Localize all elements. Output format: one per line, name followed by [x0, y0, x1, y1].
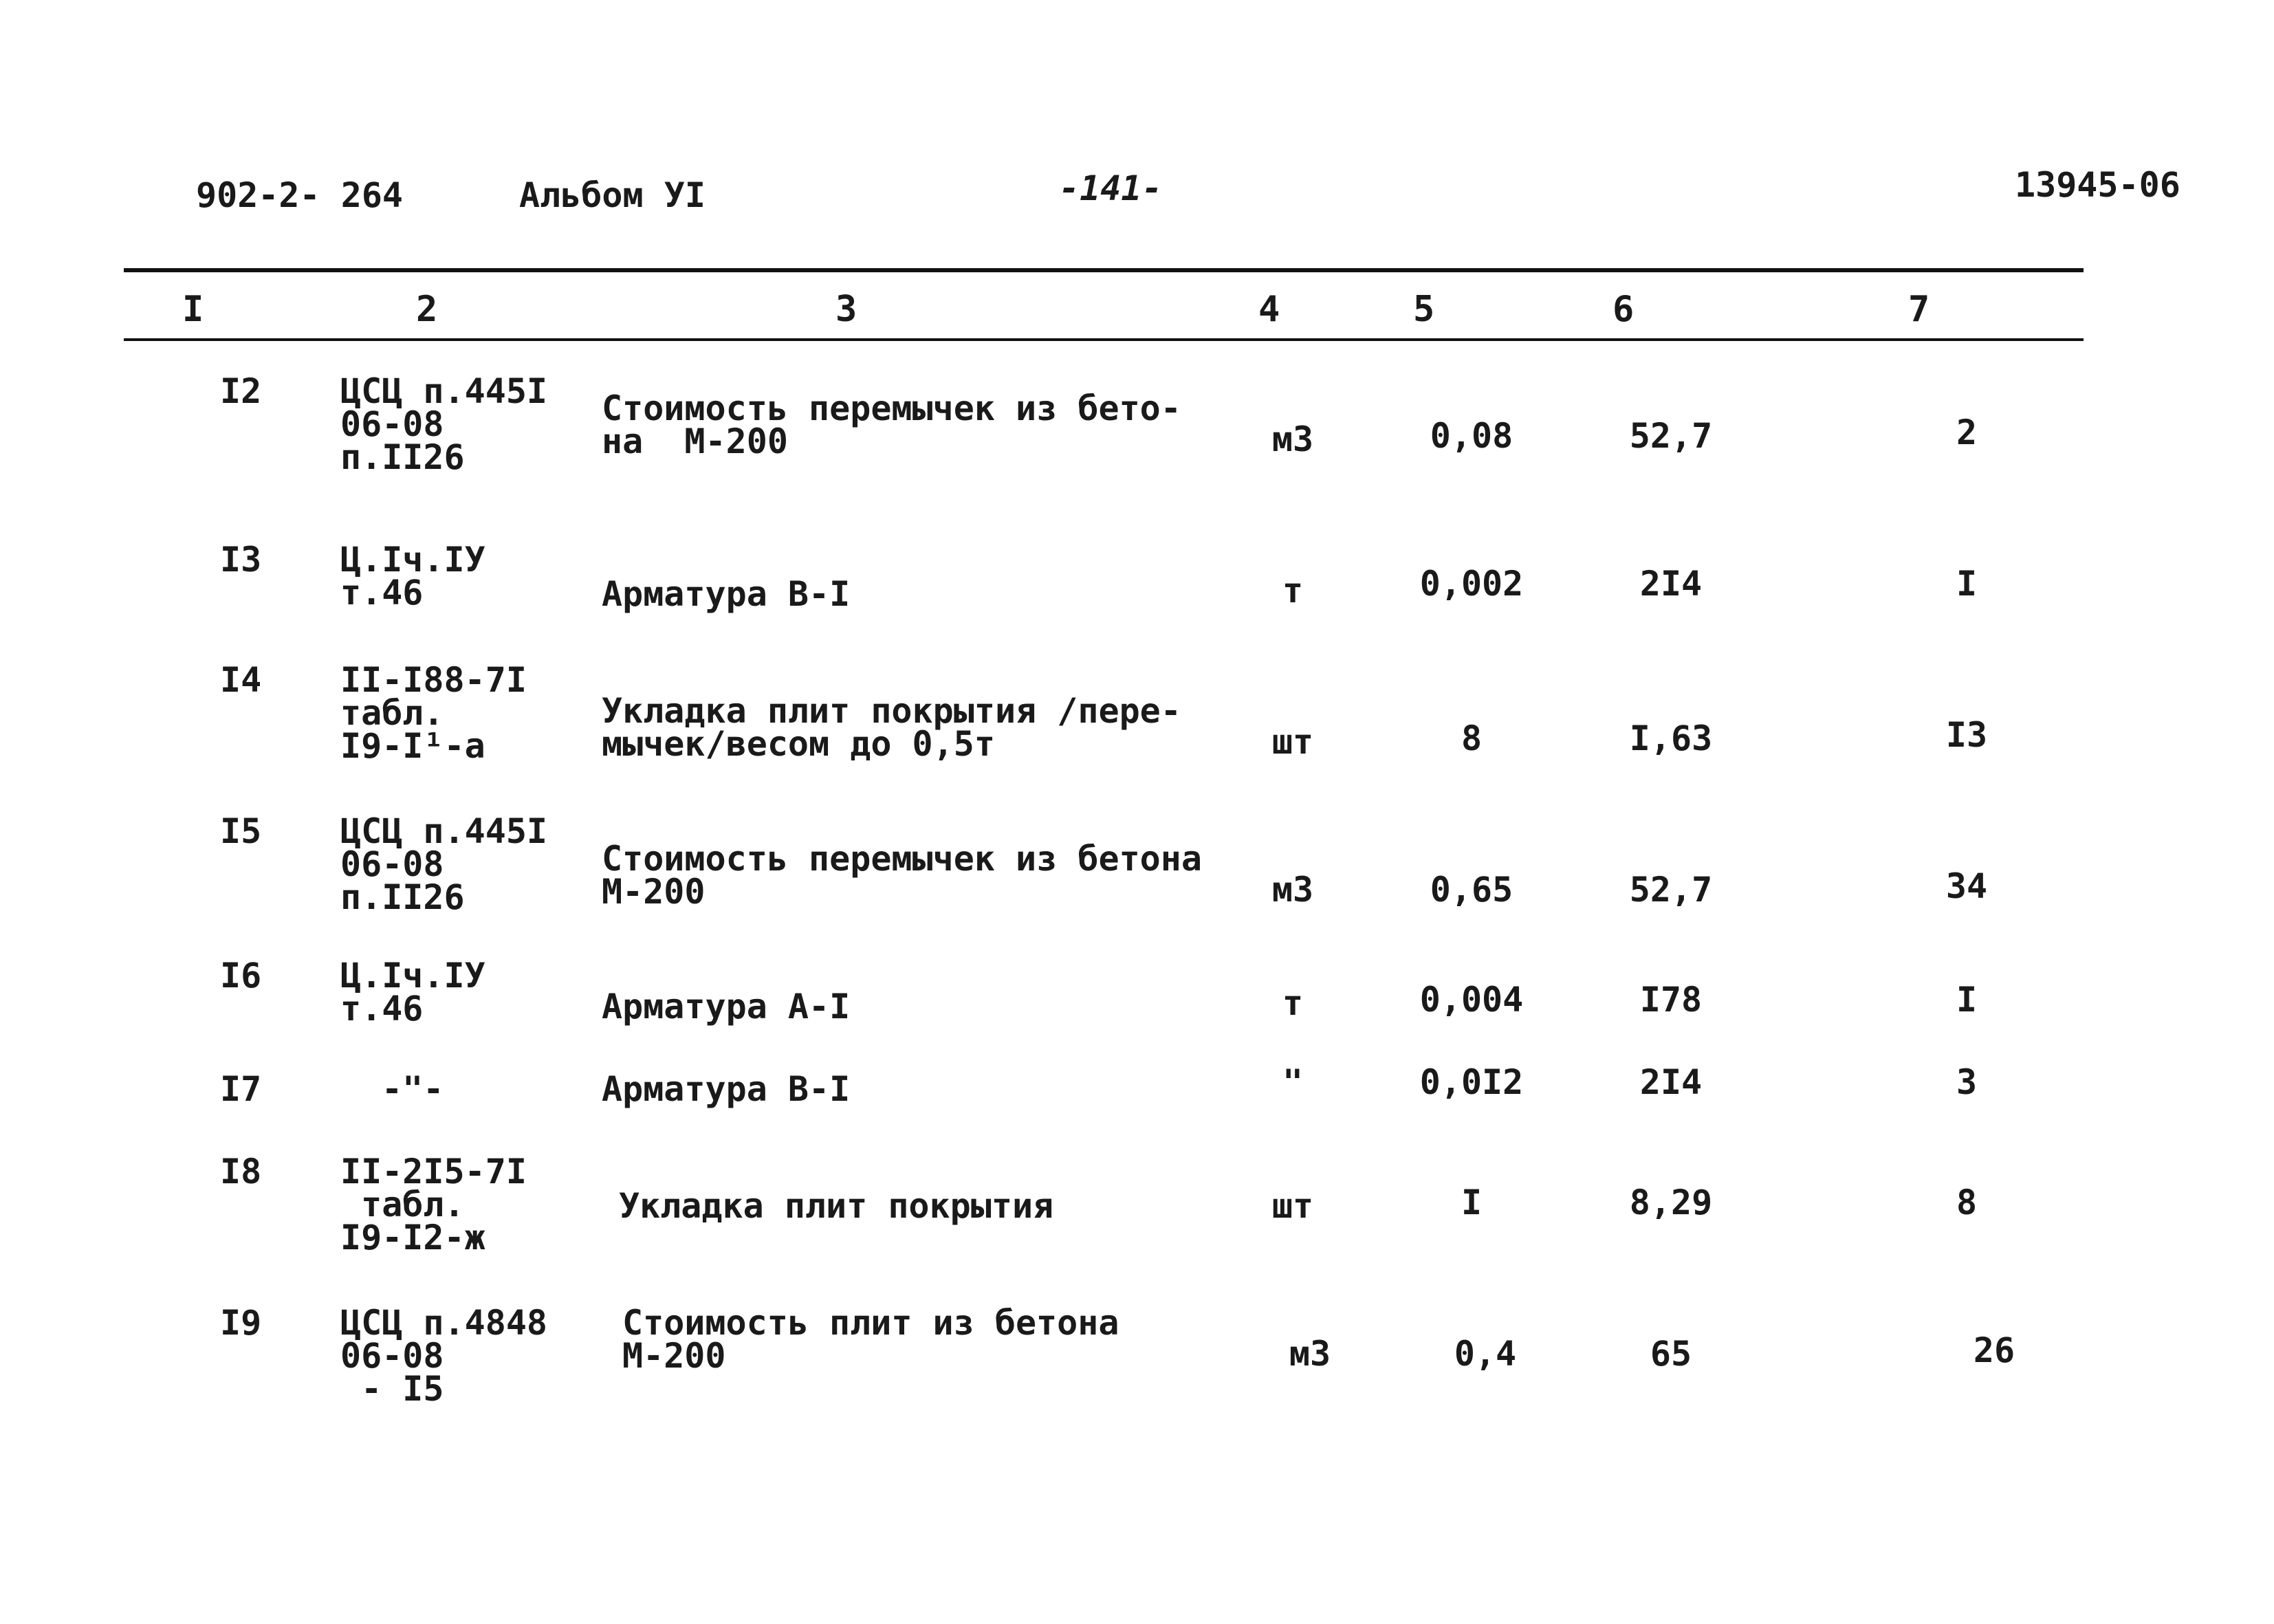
row-reference: -"-	[382, 1069, 444, 1109]
row-number: I2	[220, 371, 262, 411]
row-description: Укладка плит покрытия	[619, 1186, 1054, 1226]
row-number: I7	[220, 1069, 262, 1109]
row-price: I,63	[1629, 718, 1713, 758]
row-description: Стоимость перемычек из бето- на М-200	[602, 388, 1181, 461]
row-description: Стоимость плит из бетона М-200	[622, 1303, 1119, 1376]
row-description: Стоимость перемычек из бетона М-200	[602, 839, 1202, 912]
row-description: Арматура В-I	[602, 574, 851, 614]
row-description: Укладка плит покрытия /пере- мычек/весом до 0,5т	[602, 691, 1181, 764]
row-number: I6	[220, 956, 262, 996]
row-quantity: 0,4	[1454, 1334, 1517, 1374]
doc-code: 902-2- 264	[196, 175, 404, 215]
row-quantity: 0,002	[1419, 564, 1524, 604]
top-rule	[124, 268, 2084, 272]
row-unit: т	[1282, 983, 1304, 1023]
row-price: 52,7	[1629, 870, 1713, 910]
row-price: 2I4	[1639, 564, 1703, 604]
row-quantity: I	[1461, 1183, 1483, 1222]
row-price: 8,29	[1629, 1183, 1713, 1222]
row-quantity: 0,004	[1419, 980, 1524, 1020]
row-description: Арматура А-I	[602, 987, 851, 1027]
row-unit: м3	[1289, 1334, 1331, 1374]
row-number: I8	[220, 1152, 262, 1192]
row-price: 65	[1650, 1334, 1692, 1374]
row-reference: II-I88-7I табл. I9-I¹-а	[340, 660, 527, 766]
row-unit: т	[1282, 571, 1304, 611]
row-unit: шт	[1271, 722, 1314, 762]
col-header-3: 3	[835, 289, 857, 330]
col-header-1: I	[182, 289, 204, 330]
row-price: 2I4	[1639, 1062, 1703, 1102]
col-header-4: 4	[1258, 289, 1280, 330]
row-description: Арматура В-I	[602, 1069, 851, 1109]
row-quantity: 0,08	[1430, 416, 1513, 456]
row-number: I9	[220, 1303, 262, 1343]
page-number: -141-	[1059, 168, 1163, 208]
row-reference: ЦСЦ п.445I 06-08 п.II26	[340, 371, 548, 477]
row-quantity: 8	[1461, 718, 1483, 758]
row-reference: ЦСЦ п.4848 06-08 - I5	[340, 1303, 548, 1409]
row-total: 3	[1956, 1062, 1978, 1102]
row-number: I5	[220, 811, 262, 851]
row-total: 2	[1956, 413, 1978, 452]
row-reference: Ц.Iч.IУ т.46	[340, 956, 485, 1029]
row-reference: II-2I5-7I табл. I9-I2-ж	[340, 1152, 527, 1258]
row-total: I3	[1945, 715, 1988, 755]
row-number: I4	[220, 660, 262, 700]
col-header-6: 6	[1612, 289, 1635, 330]
row-total: I	[1956, 980, 1978, 1020]
row-reference: Ц.Iч.IУ т.46	[340, 540, 485, 613]
col-header-7: 7	[1908, 289, 1930, 330]
header-bottom-rule	[124, 338, 2084, 341]
col-header-2: 2	[416, 289, 438, 330]
sheet-number: 13945-06	[2015, 165, 2180, 205]
row-total: I	[1956, 564, 1978, 604]
row-unit: шт	[1271, 1186, 1314, 1226]
row-reference: ЦСЦ п.445I 06-08 п.II26	[340, 811, 548, 917]
row-total: 8	[1956, 1183, 1978, 1222]
row-number: I3	[220, 540, 262, 580]
row-unit: м3	[1271, 870, 1314, 910]
album-label: Альбом УI	[519, 175, 706, 215]
row-quantity: 0,65	[1430, 870, 1513, 910]
row-unit: м3	[1271, 419, 1314, 459]
row-total: 34	[1945, 866, 1988, 906]
row-unit: "	[1282, 1062, 1304, 1102]
col-header-5: 5	[1413, 289, 1435, 330]
row-price: I78	[1639, 980, 1703, 1020]
row-total: 26	[1973, 1330, 2015, 1370]
row-quantity: 0,0I2	[1419, 1062, 1524, 1102]
row-price: 52,7	[1629, 416, 1713, 456]
